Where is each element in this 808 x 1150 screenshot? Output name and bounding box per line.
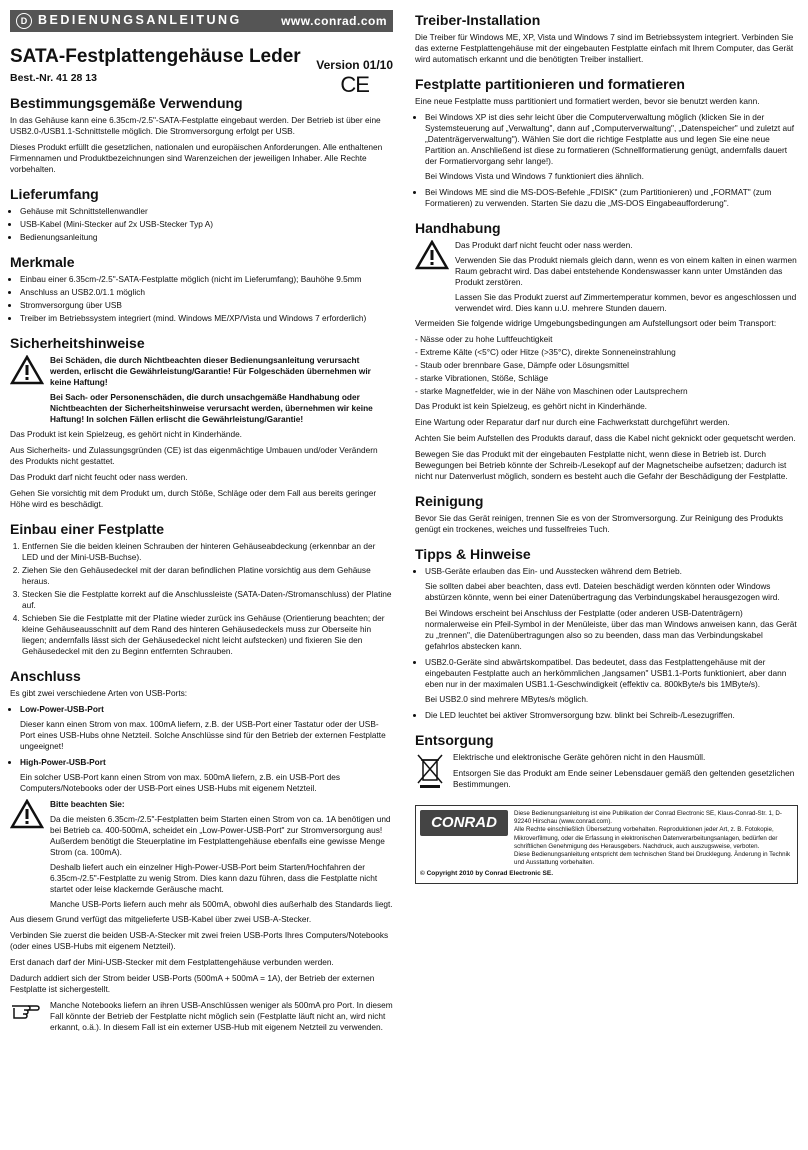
delivery-list	[10, 206, 393, 243]
paragraph: Das Produkt ist kein Spielzeug, es gehört nicht in Kinderhände.	[10, 429, 242, 439]
list-item: • Anschluss an USB2.0/1.1 möglich	[20, 287, 393, 298]
paragraph: Dadurch addiert sich der Strom beider USB-Ports (500mA + 500mA = 1A), der Betrieb der externen Festplatte ist sichergestellt.	[10, 973, 375, 994]
list-item: 3. Stecken Sie die Festplatte korrekt auf die Anschlussleiste (SATA-Daten-/Stromanschluss) der Platine auf.	[22, 589, 393, 611]
paragraph: Elektrische und elektronische Geräte gehören nicht in den Hausmüll.	[453, 752, 706, 762]
list-item: - Nässe oder zu hohe Luftfeuchtigkeit	[415, 334, 553, 344]
ce-mark: CE	[340, 72, 369, 97]
list-item: • Treiber im Betriebssystem integriert (mind. Windows ME/XP/Vista und Windows 7 erforderlich)	[20, 313, 393, 324]
partition-list	[415, 112, 798, 167]
paragraph: Verbinden Sie zuerst die beiden USB-A-Stecker mit zwei freien USB-Ports Ihres Computers/Notebooks (oder eines USB-Hubs mit eigenem Netzteil).	[10, 930, 389, 951]
section-heading: Sicherheitshinweise	[10, 335, 145, 351]
tips-list	[415, 566, 798, 577]
section-heading: Festplatte partitionieren und formatieren	[415, 76, 685, 92]
list-item: 1. Entfernen Sie die beiden kleinen Schrauben der hinteren Gehäuseabdeckung (erkennbar an der LED und der Mini-USB-Buchse).	[22, 541, 393, 563]
product-title: SATA-Festplattengehäuse Leder	[10, 46, 301, 67]
paragraph: Manche USB-Ports liefern auch mehr als 500mA, obwohl dies außerhalb des Standards liegt.	[50, 899, 393, 909]
paragraph: Sie sollten dabei aber beachten, dass evtl. Dateien beschädigt werden könnten oder Windows abstürzen könnte, wenn bei einer Datenübertragung das Verbindungskabel herausgezogen wird.	[425, 581, 780, 602]
paragraph: Da die meisten 6.35cm-/2.5"-Festplatten beim Starten einen Strom von ca. 1A benötigen und bei Betrieb ca. 400-500mA, scheidet ein „Low-Power-USB-Port" zur Stromversorgung aus! Außerdem benötigt die Steuerplatine im Festplattengehäuse ebenfalls eine gewisse Menge Strom (ca. 100mA).	[50, 814, 391, 857]
list-item: 2. Ziehen Sie den Gehäusedeckel mit der daran befindlichen Platine vorsichtig aus dem Gehäuse heraus.	[22, 565, 393, 587]
port-list	[10, 757, 393, 768]
section-heading: Reinigung	[415, 493, 484, 509]
paragraph: Eine Wartung oder Reparatur darf nur durch eine Fachwerkstatt durchgeführt werden.	[415, 417, 730, 427]
list-item: • Bedienungsanleitung	[20, 232, 393, 243]
paragraph: Gehen Sie vorsichtig mit dem Produkt um, durch Stöße, Schläge oder dem Fall aus bereits geringer Höhe wird es beschädigt.	[10, 488, 377, 509]
list-item: • Einbau einer 6.35cm-/2.5"-SATA-Festplatte möglich (nicht im Lieferumfang); Bauhöhe 9.5mm	[20, 274, 393, 285]
section-heading: Anschluss	[10, 668, 81, 684]
paragraph: Das Produkt darf nicht feucht oder nass werden.	[455, 240, 633, 250]
header-url[interactable]: www.conrad.com	[281, 14, 387, 28]
warning-icon	[415, 240, 449, 318]
list-item: • Low-Power-USB-Port	[20, 704, 393, 715]
pointing-hand-icon	[10, 1000, 44, 1038]
list-item: - Staub oder brennbare Gase, Dämpfe oder Lösungsmittel	[415, 360, 629, 370]
paragraph: Manche Notebooks liefern an ihren USB-Anschlüssen weniger als 500mA pro Port. In diesem Fall könnte der Betrieb der Festplatte nicht möglich sein (Festplatte läuft nicht an, wird nicht erkannt, o.ä.). In diesem Fall ist ein externer USB-Hub mit eigenem Netzteil zu verwenden.	[50, 1000, 393, 1032]
paragraph: Das Produkt ist kein Spielzeug, es gehört nicht in Kinderhände.	[415, 401, 647, 411]
paragraph: Ein solcher USB-Port kann einen Strom von max. 500mA liefern, z.B. ein USB-Port des Computers/Notebooks oder der USB-Port eines USB-Hubs mit eigenem Netzteil.	[20, 772, 341, 793]
list-item: • USB2.0-Geräte sind abwärtskompatibel. Das bedeutet, dass das Festplattengehäuse mit der eingebauten Festplatte auch an herkömmlichen „langsamen" USB1.1-Ports funktioniert, aber dann eben nur in der maximalen USB1.1-Geschwindigkeit (effektiv ca. 800kByte/s bis 1MByte/s).	[425, 657, 798, 690]
list-item: • Die LED leuchtet bei aktiver Stromversorgung bzw. blinkt bei Schreib-/Lesezugriffen.	[425, 710, 798, 721]
crossed-bin-icon	[415, 752, 445, 795]
version-label: Version 01/10	[316, 58, 393, 72]
section-heading: Entsorgung	[415, 732, 494, 748]
paragraph: In das Gehäuse kann eine 6.35cm-/2.5"-SATA-Festplatte eingebaut werden. Der Betrieb ist über eine USB2.0-/USB1.1-Schnittstelle möglich. Die Stromversorgung erfolgt per USB.	[10, 115, 381, 136]
paragraph: Eine neue Festplatte muss partitioniert und formatiert werden, bevor sie benutzt werden kann.	[415, 96, 760, 106]
list-item: - Extreme Kälte (<5°C) oder Hitze (>35°C), direkte Sonneneinstrahlung	[415, 347, 676, 357]
footer-text: Alle Rechte einschließlich Übersetzung vorbehalten. Reproduktionen jeder Art, z. B. Fotokopie, Mikroverfilmung, oder die Erfassung in elektronischen Datenverarbeitungsanlagen, bedürfen der schriftlichen Genehmigung des Herausgebers. Nachdruck, auch auszugsweise, verboten.	[514, 826, 778, 850]
paragraph: Bevor Sie das Gerät reinigen, trennen Sie es von der Stromversorgung. Zur Reinigung des Produkts genügt ein trockenes, weiches und fusselfreies Tuch.	[415, 513, 784, 534]
note-block	[10, 799, 393, 914]
paragraph: Bei Windows Vista und Windows 7 funktioniert dies ähnlich.	[425, 171, 644, 181]
disposal-block	[415, 752, 798, 795]
header-title: BEDIENUNGSANLEITUNG	[38, 13, 242, 27]
article-number: Best.-Nr. 41 28 13	[10, 72, 97, 84]
paragraph: Deshalb liefert auch ein einzelner High-Power-USB-Port beim Starten/Hochfahren der 6.35cm-/2.5"-Festplatte zu wenig Strom. Dies kann dazu führen, dass die Festplatte nicht startet oder leise klackernde Geräusche macht.	[50, 862, 378, 894]
list-item: • USB-Geräte erlauben das Ein- und Ausstecken während dem Betrieb.	[425, 566, 798, 577]
warning-icon	[10, 355, 44, 429]
list-item: • Bei Windows ME sind die MS-DOS-Befehle „FDISK" (zum Partitionieren) und „FORMAT" (zum Formatieren) zu verwenden. Starten Sie dazu die „MS-DOS Eingabeaufforderung".	[425, 187, 798, 209]
list-item: - starke Magnetfelder, wie in der Nähe von Maschinen oder Lautsprechern	[415, 386, 688, 396]
section-heading: Lieferumfang	[10, 186, 99, 202]
installation-steps	[10, 541, 393, 657]
paragraph: Entsorgen Sie das Produkt am Ende seiner Lebensdauer gemäß den geltenden gesetzlichen Bestimmungen.	[453, 768, 795, 789]
paragraph: Das Produkt darf nicht feucht oder nass werden.	[10, 472, 188, 482]
note-heading: Bitte beachten Sie:	[50, 799, 125, 809]
hint-block	[10, 1000, 393, 1038]
paragraph: Achten Sie beim Aufstellen des Produkts darauf, dass die Kabel nicht geknickt oder gequetscht werden.	[415, 433, 796, 443]
paragraph: Dieses Produkt erfüllt die gesetzlichen, nationalen und europäischen Anforderungen. Alle enthaltenen Firmennamen und Produktbezeichnungen sind Warenzeichen der jeweiligen Inhaber. Alle Rechte vorbehalten.	[10, 142, 383, 174]
partition-list	[415, 187, 798, 209]
warning-text: Bei Sach- oder Personenschäden, die durch unsachgemäße Handhabung oder Nichtbeachten der Sicherheitshinweise verursacht werden, übernehmen wir keine Haftung! In solchen Fällen erlischt die Gewährleistung/Garantie!	[50, 392, 373, 424]
warning-block	[10, 355, 393, 429]
copyright: © Copyright 2010 by Conrad Electronic SE.	[420, 870, 554, 878]
conditions-list	[415, 334, 798, 397]
left-column	[10, 10, 393, 1038]
list-item: • Stromversorgung über USB	[20, 300, 393, 311]
paragraph: Lassen Sie das Produkt zuerst auf Zimmertemperatur kommen, bevor es angeschlossen und verwendet wird. Dies kann u.U. mehrere Stunden dauern.	[455, 292, 797, 313]
list-item: - starke Vibrationen, Stöße, Schläge	[415, 373, 549, 383]
section-heading: Merkmale	[10, 254, 75, 270]
list-item: 4. Schieben Sie die Festplatte mit der Platine wieder zurück ins Gehäuse (Orientierung beachten; der kleine Gehäuseausschnitt auf dem Rand des hinteren Gehäusedeckels muss zur Oberseite hin liegen; andernfalls lässt sich der Gehäusedeckel nicht leicht aufstecken) und fixieren Sie den Gehäusedeckel mit den zu Beginn entfernten Schrauben.	[22, 613, 393, 657]
paragraph: Dieser kann einen Strom von max. 100mA liefern, z.B. der USB-Port einer Tastatur oder der USB-Port eines USB-Hubs ohne Netzteil. Solche Anschlüsse sind für den Betrieb der externen Festplatte ungeeignet!	[20, 719, 386, 751]
section-heading: Treiber-Installation	[415, 12, 541, 28]
version-block	[316, 58, 393, 98]
paragraph: Aus Sicherheits- und Zulassungsgründen (CE) ist das eigenmächtige Umbauen und/oder Verändern des Produkts nicht gestattet.	[10, 445, 378, 466]
publisher-footer	[415, 805, 798, 884]
warning-block	[415, 240, 798, 318]
footer-text: Diese Bedienungsanleitung ist eine Publikation der Conrad Electronic SE, Klaus-Conrad-Str. 1, D-92240 Hirschau (www.conrad.com).	[514, 810, 782, 826]
paragraph: Bewegen Sie das Produkt mit der eingebauten Festplatte nicht, wenn diese in Betrieb ist. Durch Bewegungen bei Betrieb könnte der Schreib-/Lesekopf auf der Magnetscheibe aufsetzen; dadurch ist nicht nur Datenverlust möglich, sondern es besteht auch die Gefahr der Beschädigung der Festplatte.	[415, 449, 788, 481]
warning-icon	[10, 799, 44, 914]
list-item: • High-Power-USB-Port	[20, 757, 393, 768]
paragraph: Erst danach darf der Mini-USB-Stecker mit dem Festplattengehäuse verbunden werden.	[10, 957, 334, 967]
port-list	[10, 704, 393, 715]
header-bar	[10, 10, 393, 32]
section-heading: Handhabung	[415, 220, 501, 236]
paragraph: Die Treiber für Windows ME, XP, Vista und Windows 7 sind im Betriebssystem integriert. Verbinden Sie das externe Festplattengehäuse mit der eingebauten Festplatte einfach mit Ihrem Computer, das Gerät wird automatisch erkannt und die benötigten Treiber installiert.	[415, 32, 794, 64]
section-heading: Tipps & Hinweise	[415, 546, 531, 562]
right-column	[415, 10, 798, 884]
footer-text: Diese Bedienungsanleitung entspricht dem technischen Stand bei Drucklegung. Änderung in Technik und Ausstattung vorbehalten.	[514, 851, 791, 867]
warning-text: Bei Schäden, die durch Nichtbeachten dieser Bedienungsanleitung verursacht werden, erlischt die Gewährleistung/Garantie! Für Folgeschäden übernehmen wir keine Haftung!	[50, 355, 371, 387]
section-heading: Bestimmungsgemäße Verwendung	[10, 95, 243, 111]
list-item: • USB-Kabel (Mini-Stecker auf 2x USB-Stecker Typ A)	[20, 219, 393, 230]
tips-list	[415, 657, 798, 690]
paragraph: Bei Windows erscheint bei Anschluss der Festplatte (oder anderen USB-Datenträgern) normalerweise ein Pfeil-Symbol in der Menüleiste, über das man Windows anweisen kann, das Gerät zu „trennen", die Datenübertragungen also so zu beenden, dass man das Verbindungskabel gefahrlos abstecken kann.	[425, 608, 797, 651]
list-item: • Bei Windows XP ist dies sehr leicht über die Computerverwaltung möglich (klicken Sie in der Systemsteuerung auf „Verwaltung", dann auf „Computerverwaltung", „Datenspeicher" und zuletzt auf „Datenträgerverwaltung"). Wählen Sie dort die richtige Festplatte aus und legen Sie eine neue Partition an. Anschließend ist diese zu formatieren (Schnellformatierung genügt, andernfalls dauert der Formatiervorgang sehr lange!).	[425, 112, 798, 167]
paragraph: Verwenden Sie das Produkt niemals gleich dann, wenn es von einem kalten in einen warmen Raum gebracht wird. Das dabei entstehende Kondenswasser kann unter Umständen das Produkt zerstören.	[455, 255, 797, 287]
paragraph: Es gibt zwei verschiedene Arten von USB-Ports:	[10, 688, 188, 698]
paragraph: Vermeiden Sie folgende widrige Umgebungsbedingungen am Aufstellungsort oder beim Transport:	[415, 318, 777, 328]
paragraph: Aus diesem Grund verfügt das mitgelieferte USB-Kabel über zwei USB-A-Stecker.	[10, 914, 312, 924]
tips-list	[415, 710, 798, 721]
conrad-logo: CONRAD	[420, 810, 508, 836]
list-item: • Gehäuse mit Schnittstellenwandler	[20, 206, 393, 217]
section-heading: Einbau einer Festplatte	[10, 521, 165, 537]
language-badge: D	[16, 13, 32, 29]
paragraph: Bei USB2.0 sind mehrere MBytes/s möglich.	[425, 694, 589, 704]
features-list	[10, 274, 393, 324]
